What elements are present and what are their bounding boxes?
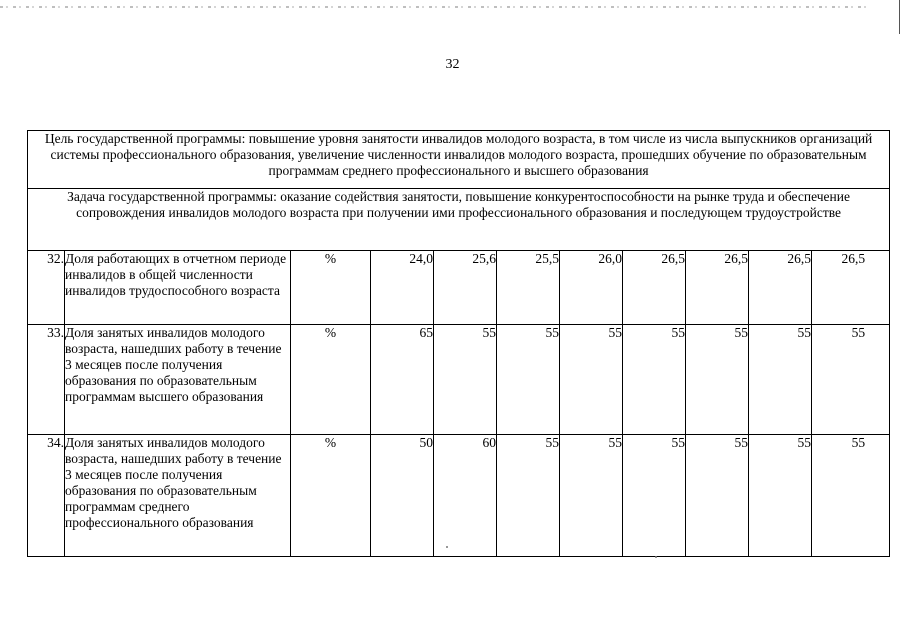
table-row [28,325,890,435]
value-cell: 55 [497,435,560,557]
scan-speck [446,546,448,548]
value-cell: 55 [497,325,560,435]
value-cell: 55 [812,435,890,557]
value-cell: 65 [371,325,434,435]
goal-row [28,131,890,189]
scan-artifact-right-edge [899,0,900,34]
value-cell: 55 [686,435,749,557]
value-cell: 55 [686,325,749,435]
value-cell: 25,6 [434,251,497,325]
table-row [28,435,890,557]
value-cell: 26,5 [812,251,890,325]
value-cell: 26,0 [560,251,623,325]
value-cell: 55 [434,325,497,435]
row-number: 33. [28,325,65,435]
table-row [28,251,890,325]
value-cell: 55 [623,325,686,435]
value-cell: 55 [560,325,623,435]
value-cell: 25,5 [497,251,560,325]
indicators-table [27,130,890,557]
task-text: Задача государственной программы: оказание содействия занятости, повышение конкурентоспособности на рынке труда и обеспечение сопровождения инвалидов молодого возраста при получении ими профессионального образования и последующем трудоустройстве [28,189,890,251]
value-cell: 55 [560,435,623,557]
scan-artifact-top-edge [0,6,870,8]
value-cell: 55 [623,435,686,557]
unit: % [291,251,371,325]
value-cell: 55 [749,325,812,435]
value-cell: 55 [812,325,890,435]
value-cell: 60 [434,435,497,557]
row-number: 32. [28,251,65,325]
indicator-name: Доля занятых инвалидов молодого возраста, нашедших работу в течение 3 месяцев после получения образования по образовательным программам среднего профессионального образования [65,435,291,557]
page-number: 32 [445,57,460,72]
row-number: 34. [28,435,65,557]
value-cell: 24,0 [371,251,434,325]
goal-text: Цель государственной программы: повышение уровня занятости инвалидов молодого возраста, в том числе из числа выпускников организаций системы профессионального образования, увеличение численности инвалидов молодого возраста, прошедших обучение по образовательным программам среднего профессионального и высшего образования [28,131,890,189]
task-row [28,189,890,251]
unit: % [291,435,371,557]
value-cell: 26,5 [749,251,812,325]
indicator-name: Доля работающих в отчетном периоде инвалидов в общей численности инвалидов трудоспособного возраста [65,251,291,325]
scan-speck [655,556,657,558]
value-cell: 50 [371,435,434,557]
value-cell: 26,5 [686,251,749,325]
value-cell: 26,5 [623,251,686,325]
value-cell: 55 [749,435,812,557]
indicator-name: Доля занятых инвалидов молодого возраста, нашедших работу в течение 3 месяцев после получения образования по образовательным программам высшего образования [65,325,291,435]
unit: % [291,325,371,435]
